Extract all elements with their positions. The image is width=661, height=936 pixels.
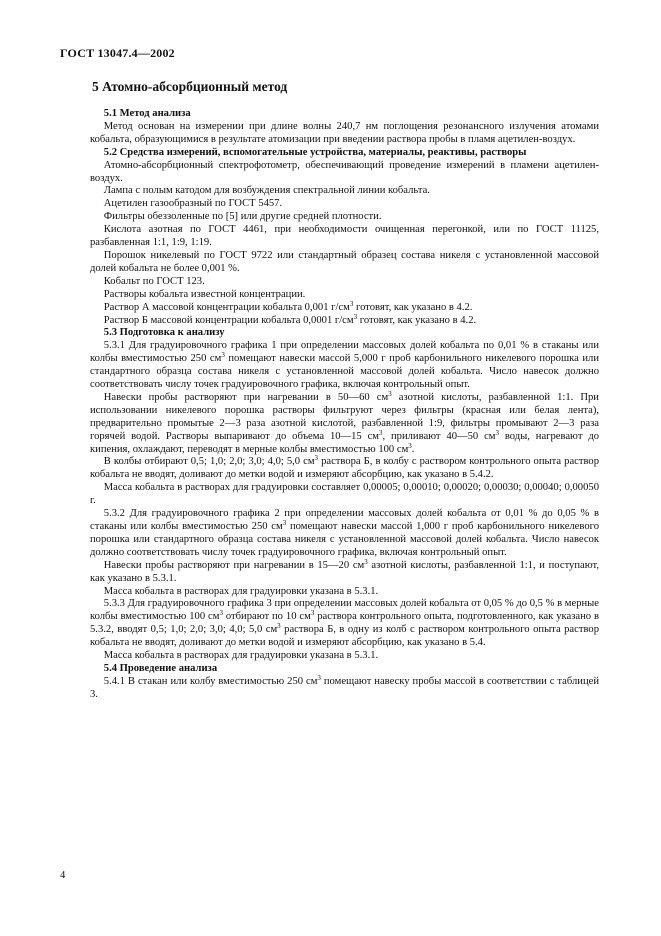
solution-a-paragraph: Раствор А массовой концентрации кобальта 0,001 $г/см^3$ готовят, как указано в 4.2. xyxy=(103,299,473,313)
paragraph-mass-ref-2: Масса кобальта в растворах для градуировки указана в 5.3.1. xyxy=(103,650,379,662)
paragraph-5-3-1: 5.3.1 Для градуировочного графика 1 при определении массовых долей кобальта по 0,01 % в стаканы или колбы вместимостью 250 $см^3$ помещают навески массой 5,000 г проб карбонильного никелевого порошка или стандартного образца состава никеля с установленной массовой долей кобальта. Число навесок должно соответствовать числу точек градуировочного графика, включая контрольный опыт. xyxy=(90,340,599,391)
paragraph-5-4-1: 5.4.1 В стакан или колбу вместимостью 250 $см^3$ помещают навеску пробы массой в соответствии с таблицей 3. xyxy=(90,673,600,700)
solution-b-paragraph: Раствор Б массовой концентрации кобальта 0,0001 $г/см^3$ готовят, как указано в 4.2. xyxy=(103,312,477,326)
page-number: 4 xyxy=(60,870,66,881)
paragraph-dissolution: Навески пробы растворяют при нагревании в 50—60 $см^3$ азотной кислоты, разбавленной 1:1. При использовании никелевого порошка растворы фильтруют через фильтры (красная или белая лента), предварительно промытые 2—3 раза азотной кислотой, разбавленной 1:9, фильтры промывают 2—3 раза горячей водой. Растворы выпаривают до объема 10—15 $см^3$, приливают 40—50 $см^3$ воды, нагревают до кипения, охлаждают, переводят в мерные колбы вместимостью 100 $см^3$. xyxy=(90,389,600,455)
section-title: 5 Атомно-абсорбционный метод xyxy=(92,79,288,94)
document-header: ГОСТ 13047.4—2002 xyxy=(60,46,175,60)
subsection-title-5-1: 5.1 Метод анализа xyxy=(103,108,191,119)
equipment-item: Атомно-абсорбционный спектрофотометр, обеспечивающий проведение измерений в пламени ацетилен-воздух. xyxy=(90,159,599,184)
paragraph-5-3-3: 5.3.3 Для градуировочного графика 3 при определении массовых долей кобальта от 0,05 % до 0,5 % в мерные колбы вместимостью 100 $см^3$ отбирают по 10 $см^3$ раствора контрольного опыта, подготовленного, как указано в 5.3.2, вводят 0,5; 1,0; 2,0; 3,0; 4,0; 5,0 $см^3$ раствора Б, в одну из колб с раствором контрольного опыта раствор кобальта не вводят, доливают до метки водой и измеряют абсорбцию, как указано в 5.4. xyxy=(90,598,599,649)
paragraph-flasks: В колбы отбирают 0,5; 1,0; 2,0; 3,0; 4,0; 5,0 $см^3$ раствора Б, в колбу с раствором контрольного опыта раствор кобальта не вводят, доливают до метки водой и измеряют абсорбцию, как указано в 5.4.2. xyxy=(90,454,599,481)
equipment-item: Ацетилен газообразный по ГОСТ 5457. xyxy=(103,198,283,210)
subsection-title-5-3: 5.3 Подготовка к анализу xyxy=(103,327,225,339)
equipment-item: Лампа с полым катодом для возбуждения спектральной линии кобальта. xyxy=(103,185,430,197)
paragraph-mass-values: Масса кобальта в растворах для градуировки составляет 0,00005; 0,00010; 0,00020; 0,00030; 0,00040; 0,00050 г. xyxy=(90,482,599,507)
document-body xyxy=(90,108,599,702)
subsection-title-5-4: 5.4 Проведение анализа xyxy=(103,662,218,674)
equipment-item: Кобальт по ГОСТ 123. xyxy=(103,275,205,287)
paragraph-5-3-2: 5.3.2 Для градуировочного графика 2 при определении массовых долей кобальта от 0,01 % до 0,05 % в стаканы или колбы вместимостью 250 $см^3$ помещают навески массой 1,000 г проб карбонильного никелевого порошка или стандартного образца состава никеля с установленной массовой долей кобальта. Число навесок должно соответствовать числу точек градуировочного графика, включая контрольный опыт. xyxy=(90,508,599,558)
equipment-item: Фильтры обеззоленные по [5] или другие средней плотности. xyxy=(103,211,382,223)
equipment-item: Кислота азотная по ГОСТ 4461, при необходимости очищенная перегонкой, или по ГОСТ 11125, разбавленная 1:1, 1:9, 1:19. xyxy=(90,224,599,249)
paragraph-dissolution-2: Навески пробы растворяют при нагревании в 15—20 $см^3$ азотной кислоты, разбавленной 1:1, и поступают, как указано в 5.3.1. xyxy=(90,557,599,584)
subsection-title-5-2: 5.2 Средства измерений, вспомогательные устройства, материалы, реактивы, растворы xyxy=(103,146,527,158)
equipment-item: Растворы кобальта известной концентрации. xyxy=(103,288,306,300)
equipment-item: Порошок никелевый по ГОСТ 9722 или стандартный образец состава никеля с установленной массовой долей кобальта не более 0,001 %. xyxy=(90,249,599,274)
paragraph-5-1: Метод основан на измерении при длине волны 240,7 нм поглощения резонансного излучения атомами кобальта, образующимися в результате атомизации при введении раствора пробы в пламя ацетилен-воздух. xyxy=(90,120,599,145)
paragraph-mass-ref-1: Масса кобальта в растворах для градуировки указана в 5.3.1. xyxy=(103,585,379,597)
